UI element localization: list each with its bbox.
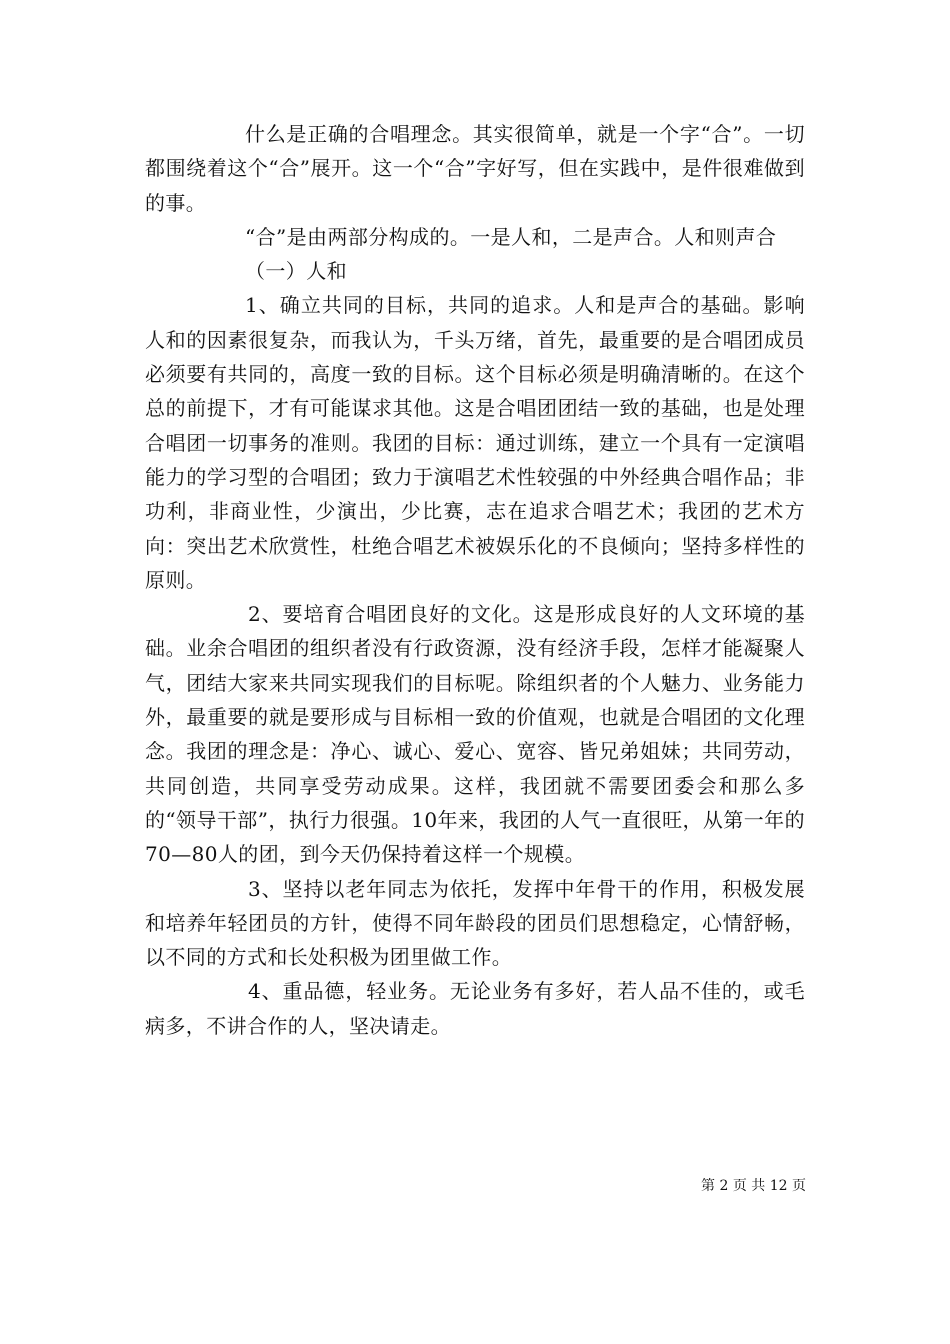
paragraph-point-4: 4、重品德，轻业务。无论业务有多好，若人品不佳的，或毛病多，不讲合作的人，坚决请走。: [145, 979, 805, 1038]
paragraph-intro: 什么是正确的合唱理念。其实很简单，就是一个字“合”。一切都围绕着这个“合”展开。这一个“合”字好写，但在实践中，是件很难做到的事。: [145, 122, 805, 215]
page-number-footer: 第 2 页 共 12 页: [701, 1178, 806, 1194]
document-body: [145, 117, 805, 1043]
section-heading-renhe: （一）人和: [245, 259, 347, 284]
paragraph-point-2: 2、要培育合唱团良好的文化。这是形成良好的人文环境的基础。业余合唱团的组织者没有行政资源，没有经济手段，怎样才能凝聚人气，团结大家来共同实现我们的目标呢。除组织者的个人魅力、业务能力外，最重要的就是要形成与目标相一致的价值观，也就是合唱团的文化理念。我团的理念是：净心、诚心、爱心、宽容、皆兄弟姐妹；共同劳动，共同创造，共同享受劳动成果。这样，我团就不需要团委会和那么多的“领导干部”，执行力很强。10年来，我团的人气一直很旺，从第一年的70—80人的团，到今天仍保持着这样一个规模。: [145, 602, 805, 867]
paragraph-definition: “合”是由两部分构成的。一是人和，二是声合。人和则声合: [245, 224, 777, 249]
paragraph-point-1: 1、确立共同的目标，共同的追求。人和是声合的基础。影响人和的因素很复杂，而我认为，千头万绪，首先，最重要的是合唱团成员必须要有共同的，高度一致的目标。这个目标必须是明确清晰的。在这个总的前提下，才有可能谋求其他。这是合唱团团结一致的基础，也是处理合唱团一切事务的准则。我团的目标：通过训练，建立一个具有一定演唱能力的学习型的合唱团；致力于演唱艺术性较强的中外经典合唱作品；非功利，非商业性，少演出，少比赛，志在追求合唱艺术；我团的艺术方向：突出艺术欣赏性，杜绝合唱艺术被娱乐化的不良倾向；坚持多样性的原则。: [145, 293, 805, 592]
paragraph-point-3: 3、坚持以老年同志为依托，发挥中年骨干的作用，积极发展和培养年轻团员的方针，使得不同年龄段的团员们思想稳定，心情舒畅，以不同的方式和长处积极为团里做工作。: [145, 876, 805, 970]
